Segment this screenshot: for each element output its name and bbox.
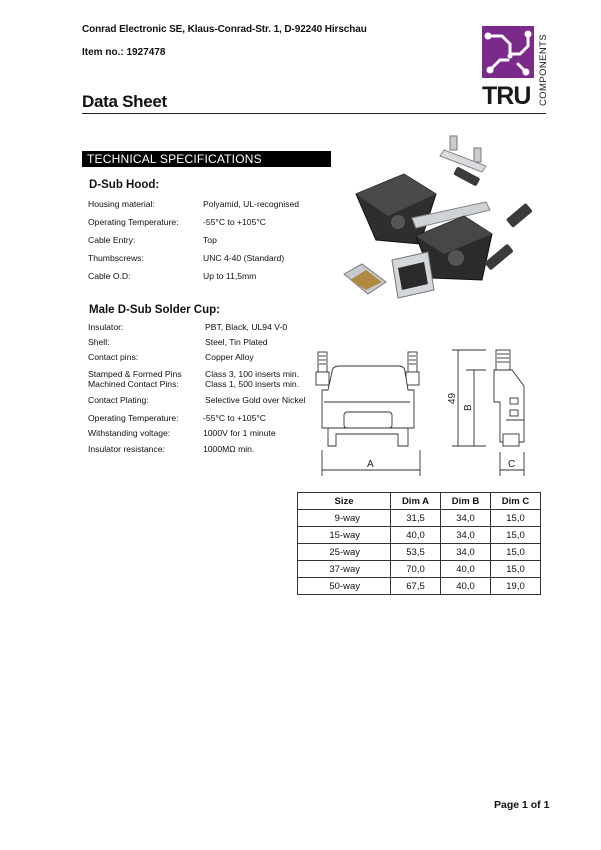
cell-dim-b: 34,0 bbox=[441, 510, 491, 527]
cell-dim-c: 15,0 bbox=[491, 544, 541, 561]
page-number: Page 1 of 1 bbox=[494, 799, 550, 811]
cell-size: 15-way bbox=[298, 527, 391, 544]
spec-value: Selective Gold over Nickel bbox=[205, 395, 306, 405]
spec-label: Withstanding voltage: bbox=[88, 428, 171, 438]
cell-dim-a: 53,5 bbox=[391, 544, 441, 561]
cup-heading: Male D-Sub Solder Cup: bbox=[89, 304, 220, 316]
cell-dim-a: 70,0 bbox=[391, 561, 441, 578]
title-divider bbox=[82, 113, 546, 114]
spec-label: Machined Contact Pins: bbox=[88, 379, 179, 389]
dim-b-label: B bbox=[463, 404, 474, 411]
spec-label: Stamped & Formed Pins bbox=[88, 369, 182, 379]
spec-value: Polyamid, UL-recognised bbox=[203, 199, 300, 209]
spec-label: Cable O.D: bbox=[88, 271, 131, 281]
tru-components-logo bbox=[482, 26, 552, 108]
header-size: Size bbox=[298, 493, 391, 510]
page-title: Data Sheet bbox=[82, 92, 167, 111]
dim-c-label: C bbox=[508, 459, 516, 470]
header-dim-b: Dim B bbox=[441, 493, 491, 510]
spec-value: -55°C to +105°C bbox=[203, 413, 267, 423]
section-title-bar: TECHNICAL SPECIFICATIONS bbox=[82, 151, 331, 167]
spec-label: Operating Temperature: bbox=[88, 413, 179, 423]
thumbscrew-left-icon bbox=[318, 352, 327, 372]
thumbscrew-right-icon bbox=[408, 352, 417, 372]
spec-value: Class 1, 500 inserts min. bbox=[205, 379, 300, 389]
spec-value: -55°C to +105°C bbox=[203, 217, 267, 227]
product-image bbox=[336, 132, 536, 307]
cell-dim-a: 67,5 bbox=[391, 578, 441, 595]
cell-size: 37-way bbox=[298, 561, 391, 578]
dimensions-table bbox=[297, 492, 541, 595]
table-row bbox=[298, 510, 541, 527]
logo-side-text: COMPONENTS bbox=[538, 33, 549, 106]
dim-a-label: A bbox=[367, 459, 374, 470]
spec-value: 1000MΩ min. bbox=[203, 444, 255, 454]
spec-value: Up to 11,5mm bbox=[203, 271, 257, 281]
header-dim-a: Dim A bbox=[391, 493, 441, 510]
spec-value: Steel, Tin Plated bbox=[205, 337, 268, 347]
hood-heading: D-Sub Hood: bbox=[89, 179, 160, 191]
cell-dim-a: 40,0 bbox=[391, 527, 441, 544]
cell-size: 50-way bbox=[298, 578, 391, 595]
dim-49-label: 49 bbox=[447, 392, 458, 404]
spec-value: Top bbox=[203, 235, 217, 245]
spec-label: Operating Temperature: bbox=[88, 217, 179, 227]
spec-label: Thumbscrews: bbox=[88, 253, 144, 263]
cell-dim-c: 15,0 bbox=[491, 561, 541, 578]
company-address: Conrad Electronic SE, Klaus-Conrad-Str. 1, D-92240 Hirschau bbox=[82, 24, 367, 35]
header-dim-c: Dim C bbox=[491, 493, 541, 510]
cell-dim-c: 19,0 bbox=[491, 578, 541, 595]
table-row bbox=[298, 578, 541, 595]
spec-value: UNC 4-40 (Standard) bbox=[203, 253, 285, 263]
item-number: Item no.: 1927478 bbox=[82, 47, 166, 58]
spec-value: Copper Alloy bbox=[205, 352, 254, 362]
dsub-connector-icon bbox=[344, 252, 434, 298]
spec-label: Housing material: bbox=[88, 199, 155, 209]
spec-label: Shell: bbox=[88, 337, 110, 347]
spec-value: 1000V for 1 minute bbox=[203, 428, 276, 438]
spec-label: Insulator: bbox=[88, 322, 124, 332]
technical-drawing bbox=[310, 342, 550, 482]
cell-size: 9-way bbox=[298, 510, 391, 527]
table-header-row bbox=[298, 493, 541, 510]
cell-dim-b: 40,0 bbox=[441, 578, 491, 595]
spec-label: Contact Plating: bbox=[88, 395, 149, 405]
logo-word: TRU bbox=[482, 82, 531, 108]
table-row bbox=[298, 527, 541, 544]
cell-dim-c: 15,0 bbox=[491, 510, 541, 527]
spec-label: Contact pins: bbox=[88, 352, 139, 362]
table-row bbox=[298, 561, 541, 578]
cell-size: 25-way bbox=[298, 544, 391, 561]
spec-value: PBT, Black, UL94 V-0 bbox=[205, 322, 288, 332]
spec-value: Class 3, 100 inserts min. bbox=[205, 369, 300, 379]
cell-dim-c: 15,0 bbox=[491, 527, 541, 544]
cell-dim-b: 34,0 bbox=[441, 527, 491, 544]
thumbscrew-icon bbox=[440, 136, 486, 172]
table-row bbox=[298, 544, 541, 561]
cell-dim-b: 40,0 bbox=[441, 561, 491, 578]
spec-label: Cable Entry: bbox=[88, 235, 136, 245]
cell-dim-b: 34,0 bbox=[441, 544, 491, 561]
cell-dim-a: 31,5 bbox=[391, 510, 441, 527]
spec-label: Insulator resistance: bbox=[88, 444, 165, 454]
